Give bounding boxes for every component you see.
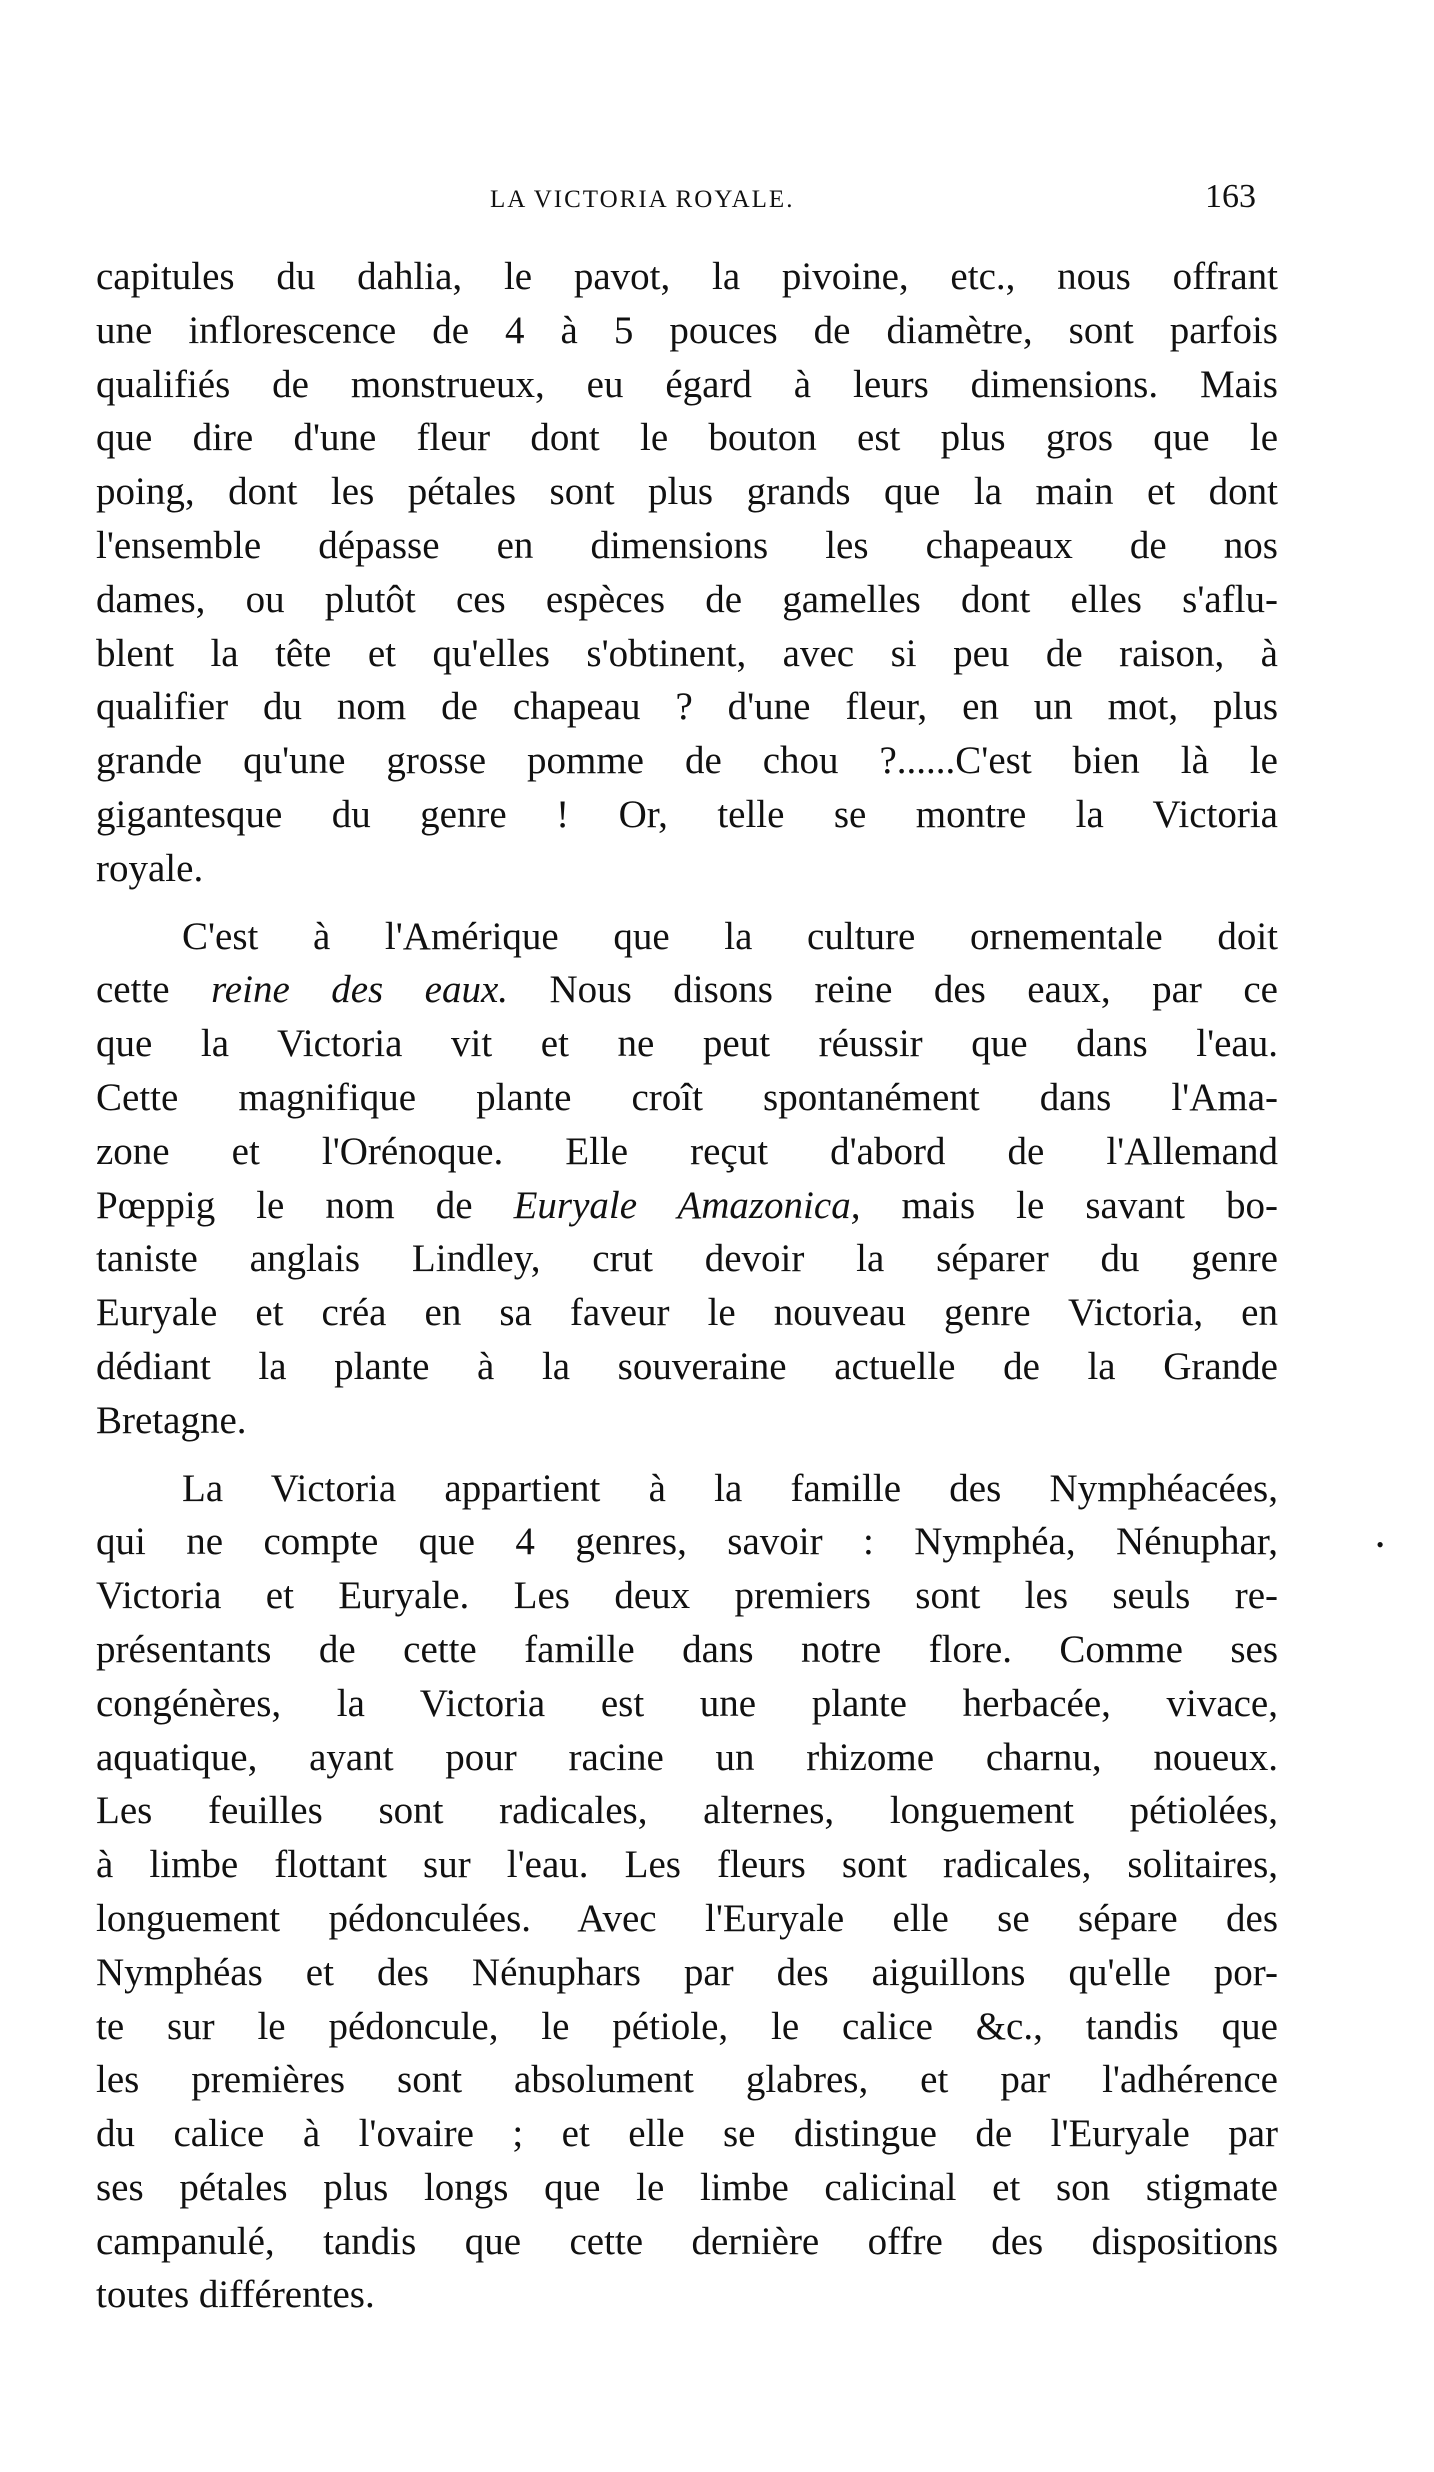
running-title: LA VICTORIA ROYALE. — [490, 186, 795, 213]
text-line: une inflorescence de 4 à 5 pouces de diamètre, sont parfois — [96, 308, 1278, 352]
paragraph-3 — [96, 1462, 1278, 2323]
text-line: te sur le pédoncule, le pétiole, le calice &c., tandis que — [96, 2004, 1278, 2048]
text-line: aquatique, ayant pour racine un rhizome charnu, noueux. — [96, 1735, 1278, 1779]
text-line: Euryale et créa en sa faveur le nouveau genre Victoria, en — [96, 1291, 1278, 1335]
text-line: poing, dont les pétales sont plus grands que la main et dont — [96, 470, 1278, 514]
italic-phrase: Euryale Amazonica, — [513, 1183, 861, 1227]
text-line: grande qu'une grosse pomme de chou ?......C'est bien là le — [96, 739, 1278, 783]
text-line: C'est à l'Amérique que la culture ornementale doit — [182, 914, 1278, 958]
text-line: campanulé, tandis que cette dernière offre des dispositions — [96, 2219, 1278, 2263]
text-line: que dire d'une fleur dont le bouton est plus gros que le — [96, 416, 1278, 460]
text-line: à limbe flottant sur l'eau. Les fleurs sont radicales, solitaires, — [96, 1843, 1278, 1887]
text-line: Bretagne. — [96, 1398, 247, 1442]
body-text — [96, 250, 1278, 2322]
text-line: qualifier du nom de chapeau ? d'une fleur, en un mot, plus — [96, 685, 1278, 729]
text-line: gigantesque du genre ! Or, telle se montre la Victoria — [96, 792, 1278, 836]
text-line: dédiant la plante à la souveraine actuelle de la Grande — [96, 1344, 1278, 1388]
text-line: les premières sont absolument glabres, et par l'adhérence — [96, 2058, 1278, 2102]
text-line: du calice à l'ovaire ; et elle se distingue de l'Euryale par — [96, 2112, 1278, 2156]
text-line: dames, ou plutôt ces espèces de gamelles dont elles s'aflu- — [96, 577, 1278, 621]
text-line: La Victoria appartient à la famille des Nymphéacées, — [182, 1466, 1278, 1510]
text-line: zone et l'Orénoque. Elle reçut d'abord de l'Allemand — [96, 1129, 1278, 1173]
paragraph-1 — [96, 250, 1278, 896]
text-line: taniste anglais Lindley, crut devoir la séparer du genre — [96, 1237, 1278, 1281]
page-number: 163 — [1205, 178, 1256, 215]
paragraph-2 — [96, 910, 1278, 1448]
text-segment: cette — [96, 968, 212, 1012]
page-header — [96, 178, 1256, 224]
text-line — [96, 1179, 1278, 1233]
paragraph-gap — [96, 896, 1278, 910]
text-line: royale. — [96, 846, 204, 890]
text-line: qui ne compte que 4 genres, savoir : Nymphéa, Nénuphar, — [96, 1520, 1278, 1564]
text-line: Victoria et Euryale. Les deux premiers sont les seuls re- — [96, 1574, 1278, 1618]
text-line: l'ensemble dépasse en dimensions les chapeaux de nos — [96, 523, 1278, 567]
text-line: que la Victoria vit et ne peut réussir que dans l'eau. — [96, 1022, 1278, 1066]
text-line: présentants de cette famille dans notre flore. Comme ses — [96, 1627, 1278, 1671]
text-line: Nymphéas et des Nénuphars par des aiguillons qu'elle por- — [96, 1950, 1278, 1994]
text-line: ses pétales plus longs que le limbe calicinal et son stigmate — [96, 2165, 1278, 2209]
text-line — [96, 963, 1278, 1017]
text-segment: mais le savant bo- — [860, 1183, 1278, 1227]
text-segment: Nous disons reine des eaux, par ce — [508, 968, 1278, 1012]
text-line: qualifiés de monstrueux, eu égard à leurs dimensions. Mais — [96, 362, 1278, 406]
text-line: toutes différentes. — [96, 2273, 375, 2317]
text-line: Les feuilles sont radicales, alternes, longuement pétiolées, — [96, 1789, 1278, 1833]
italic-phrase: reine des eaux. — [211, 968, 509, 1012]
text-segment: Pœppig le nom de — [96, 1183, 514, 1227]
paragraph-gap — [96, 1448, 1278, 1462]
text-line: capitules du dahlia, le pavot, la pivoine, etc., nous offrant — [96, 255, 1278, 298]
margin-mark: • — [1376, 1532, 1384, 1557]
text-line: blent la tête et qu'elles s'obtinent, avec si peu de raison, à — [96, 631, 1278, 675]
text-line: Cette magnifique plante croît spontanément dans l'Ama- — [96, 1075, 1278, 1119]
text-line: congénères, la Victoria est une plante herbacée, vivace, — [96, 1681, 1278, 1725]
text-line: longuement pédonculées. Avec l'Euryale elle se sépare des — [96, 1896, 1278, 1940]
